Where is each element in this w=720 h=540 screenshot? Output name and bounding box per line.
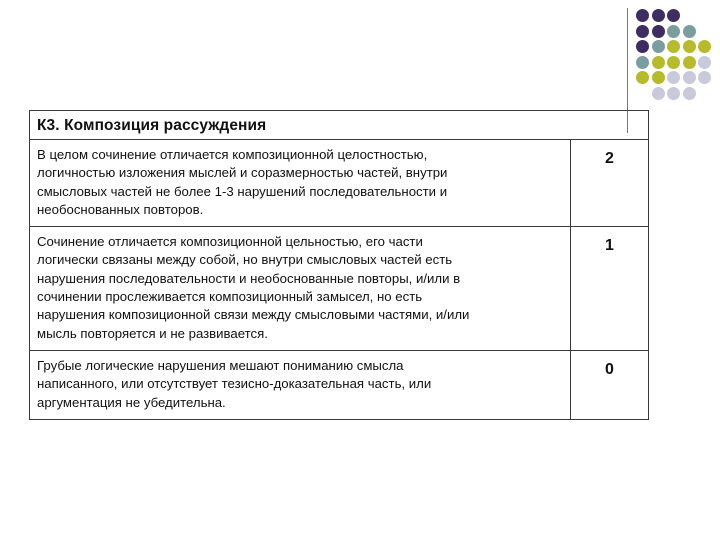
decorative-dot (652, 9, 665, 22)
score-value: 0 (605, 360, 614, 378)
table-row (30, 227, 649, 351)
decorative-dot (652, 40, 665, 53)
table-header-row (30, 111, 649, 140)
decorative-dot-grid (636, 9, 712, 119)
criterion-description: В целом сочинение отличается композиционной целостностью, логичностью изложения мыслей и соразмерностью частей, внутри смысловых частей не более 1-3 нарушений последовательности и необоснованных повторов. (30, 140, 571, 227)
decorative-dot (698, 56, 711, 69)
table-row (30, 350, 649, 419)
decorative-dot (636, 25, 649, 38)
decorative-dot (683, 71, 696, 84)
decorative-dot (667, 71, 680, 84)
decorative-dot (652, 71, 665, 84)
criterion-score (571, 140, 649, 227)
decorative-dot (683, 25, 696, 38)
rubric-table (29, 110, 649, 420)
decorative-dot (667, 87, 680, 100)
criterion-description: Грубые логические нарушения мешают пониманию смысла написанного, или отсутствует тезисно-доказательная часть, или аргументация не убедительна. (30, 350, 571, 419)
table-title: К3. Композиция рассуждения (30, 111, 649, 140)
decorative-dot (698, 71, 711, 84)
decorative-dot (667, 25, 680, 38)
decorative-dot (636, 71, 649, 84)
criterion-description: Сочинение отличается композиционной цельностью, его части логически связаны между собой, но внутри смысловых частей есть нарушения последовательности и необоснованные повторы, и/или в сочинении прослеживается композиционный замысел, но есть нарушения композиционной связи между смысловыми частями, и/или мысль повторяется и не развивается. (30, 227, 571, 351)
decorative-dot (698, 40, 711, 53)
decorative-dot (683, 56, 696, 69)
criterion-score (571, 350, 649, 419)
decorative-dot (636, 9, 649, 22)
decorative-dot (652, 25, 665, 38)
decorative-dot (652, 56, 665, 69)
criterion-score (571, 227, 649, 351)
decorative-dot (667, 56, 680, 69)
decorative-dot (652, 87, 665, 100)
table-row (30, 140, 649, 227)
decorative-dot (667, 40, 680, 53)
score-value: 2 (605, 150, 614, 167)
score-value: 1 (605, 237, 614, 255)
decorative-dot (636, 56, 649, 69)
decorative-dot (683, 87, 696, 100)
decorative-dot (683, 40, 696, 53)
decorative-dot (636, 40, 649, 53)
decorative-dot (667, 9, 680, 22)
